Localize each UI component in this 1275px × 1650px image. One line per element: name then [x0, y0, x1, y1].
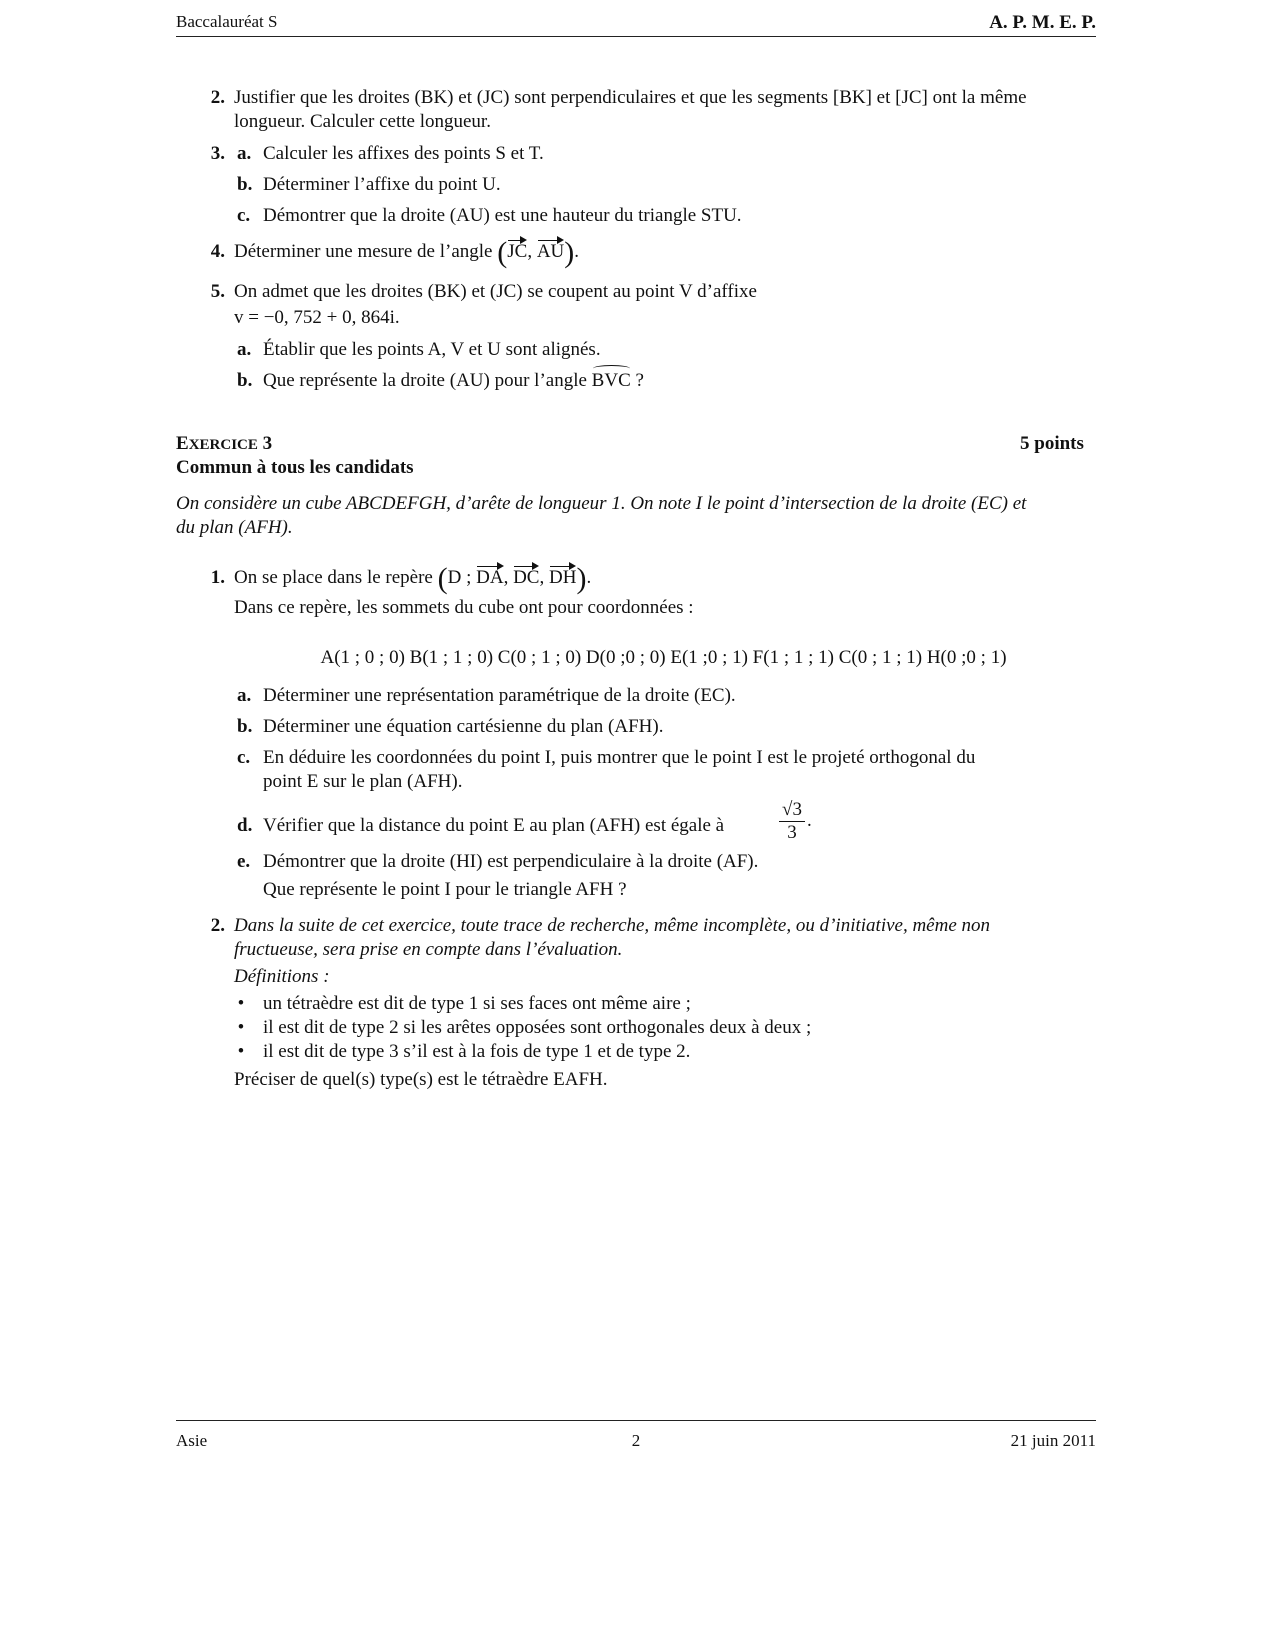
- ex3-q1-pre: On se place dans le repère: [234, 567, 433, 588]
- footer-left: Asie: [176, 1431, 208, 1450]
- header-left: Baccalauréat S: [176, 12, 278, 31]
- vector-da: DA: [476, 567, 504, 588]
- q3a-label: a.: [237, 143, 252, 164]
- ex3-q1d-label: d.: [237, 815, 253, 836]
- exercise-intro-line1: On considère un cube ABCDEFGH, d’arête de longueur 1. On note I le point d’intersection de la droite (EC) et: [176, 493, 1027, 514]
- bullet-glyph: •: [237, 1041, 245, 1062]
- paren-close-glyph: ): [564, 236, 575, 269]
- q4-end: .: [574, 241, 580, 262]
- ex3-q1d-text: Vérifier que la distance du point E au plan (AFH) est égale à: [263, 815, 725, 836]
- page-header: [176, 12, 1096, 37]
- vector-au: AU: [536, 241, 565, 262]
- definition-item-1: un tétraèdre est dit de type 1 si ses faces ont même aire ;: [263, 993, 691, 1014]
- vector-dc: DC: [513, 567, 540, 588]
- q4-line: [234, 236, 580, 269]
- q3b-text: Déterminer l’affixe du point U.: [263, 174, 501, 195]
- q5b-label: b.: [237, 370, 253, 391]
- q5-line2: v = −0, 752 + 0, 864i.: [234, 307, 400, 328]
- q5b-text-pre: Que représente la droite (AU) pour l’angle: [263, 370, 587, 391]
- q2-line2: longueur. Calculer cette longueur.: [234, 111, 491, 132]
- ex3-q1d-end: .: [806, 809, 812, 831]
- paren-open-glyph: (: [437, 562, 448, 595]
- ex3-q1c-line2: point E sur le plan (AFH).: [263, 771, 463, 792]
- ex3-q1-origin: D ;: [447, 567, 472, 588]
- q5a-text: Établir que les points A, V et U sont alignés.: [263, 339, 601, 360]
- q3c-text: Démontrer que la droite (AU) est une hauteur du triangle STU.: [263, 205, 742, 226]
- ex3-q1-number: 1.: [210, 567, 225, 588]
- q5b-text-post: ?: [630, 370, 644, 391]
- ex3-q1c-label: c.: [237, 747, 251, 768]
- ex3-q1c-line1: En déduire les coordonnées du point I, puis montrer que le point I est le projeté orthogonal du: [263, 747, 976, 768]
- ex3-q2-line1: Dans la suite de cet exercice, toute trace de recherche, même incomplète, ou d’initiative, même non: [234, 915, 991, 936]
- q5-line1: On admet que les droites (BK) et (JC) se coupent au point V d’affixe: [234, 281, 757, 302]
- header-right: A. P. M. E. P.: [989, 12, 1096, 33]
- sqrt-radicand: 3: [792, 799, 802, 820]
- q3a-text: Calculer les affixes des points S et T.: [263, 143, 544, 164]
- ex3-q1e-line1: Démontrer que la droite (HI) est perpendiculaire à la droite (AF).: [263, 851, 759, 872]
- ex3-q1-sep1: ,: [503, 567, 509, 588]
- q4-number: 4.: [210, 241, 225, 262]
- paren-close-glyph: ): [576, 562, 587, 595]
- angle-bvc: BVC: [591, 370, 631, 391]
- exercise-title-first: E: [176, 433, 189, 454]
- ex3-q1a-label: a.: [237, 685, 252, 706]
- q5-number: 5.: [210, 281, 225, 302]
- sqrt-symbol: √: [782, 799, 793, 820]
- ex3-q2-final: Préciser de quel(s) type(s) est le tétraèdre EAFH.: [234, 1069, 608, 1090]
- ex3-q1-line1: [234, 562, 592, 595]
- q3-number: 3.: [210, 143, 225, 164]
- exercise-points: 5 points: [1020, 433, 1084, 454]
- exercise-title-rest: XERCICE: [188, 437, 258, 453]
- ex3-q1b-label: b.: [237, 716, 253, 737]
- ex3-q1-end: .: [586, 567, 592, 588]
- q5a-label: a.: [237, 339, 252, 360]
- definitions-title: Définitions :: [234, 966, 330, 987]
- q5b-line: [263, 369, 644, 393]
- ex3-q1e-line2: Que représente le point I pour le triangle AFH ?: [263, 879, 627, 900]
- bullet-glyph: •: [237, 993, 245, 1014]
- fraction-sqrt3-over-3: [777, 799, 812, 844]
- ex3-q1-line2: Dans ce repère, les sommets du cube ont pour coordonnées :: [234, 597, 694, 618]
- fraction-numerator: [779, 799, 805, 822]
- page-number: 2: [631, 1431, 641, 1450]
- exercise-title: [176, 432, 272, 457]
- q2-line1: Justifier que les droites (BK) et (JC) sont perpendiculaires et que les segments [BK] et [JC] ont la même: [234, 87, 1027, 108]
- q3b-label: b.: [237, 174, 253, 195]
- paren-open-glyph: (: [497, 236, 508, 269]
- fraction-denominator: 3: [787, 822, 797, 843]
- footer-right: 21 juin 2011: [1010, 1431, 1096, 1450]
- vector-jc: JC: [507, 241, 528, 262]
- fraction: [779, 799, 805, 844]
- q4-text: Déterminer une mesure de l’angle: [234, 241, 493, 262]
- ex3-q1b-text: Déterminer une équation cartésienne du plan (AFH).: [263, 716, 664, 737]
- exercise-subtitle: Commun à tous les candidats: [176, 457, 414, 478]
- ex3-q1e-label: e.: [237, 851, 251, 872]
- ex3-q2-number: 2.: [210, 915, 225, 936]
- bullet-glyph: •: [237, 1017, 245, 1038]
- q2-number: 2.: [210, 87, 225, 108]
- exercise-intro-line2: du plan (AFH).: [176, 517, 293, 538]
- ex3-q1-sep2: ,: [539, 567, 545, 588]
- vector-dh: DH: [548, 567, 577, 588]
- definition-item-3: il est dit de type 3 s’il est à la fois de type 1 et de type 2.: [263, 1041, 691, 1062]
- exercise-title-num: 3: [262, 433, 273, 454]
- ex3-q2-line2: fructueuse, sera prise en compte dans l’évaluation.: [234, 939, 623, 960]
- q3c-label: c.: [237, 205, 251, 226]
- definition-item-2: il est dit de type 2 si les arêtes opposées sont orthogonales deux à deux ;: [263, 1017, 812, 1038]
- coordinates-list: A(1 ; 0 ; 0) B(1 ; 1 ; 0) C(0 ; 1 ; 0) D(0 ;0 ; 0) E(1 ;0 ; 1) F(1 ; 1 ; 1) C(0 ; 1 ; 1) H(0 ;0 ; 1): [320, 647, 1007, 668]
- ex3-q1a-text: Déterminer une représentation paramétrique de la droite (EC).: [263, 685, 736, 706]
- page-footer: [176, 1420, 1096, 1450]
- q4-comma: ,: [527, 241, 533, 262]
